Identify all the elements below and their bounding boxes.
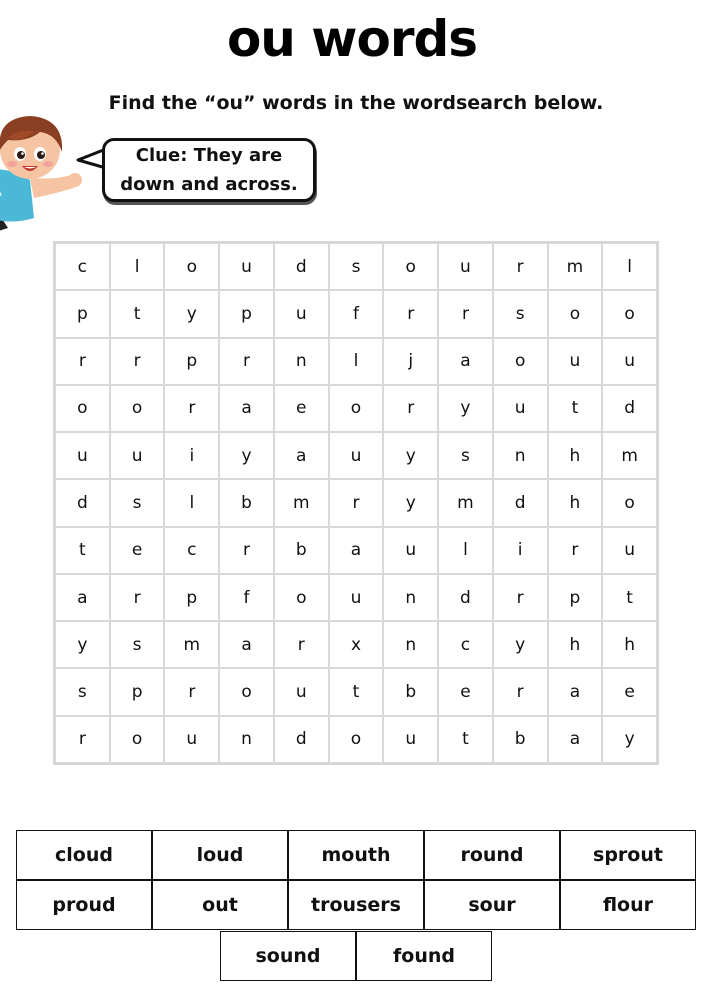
grid-cell[interactable]: t [548, 385, 603, 432]
grid-cell[interactable]: a [274, 432, 329, 479]
grid-cell[interactable]: d [55, 479, 110, 526]
grid-cell[interactable]: y [438, 385, 493, 432]
grid-cell[interactable]: u [383, 716, 438, 763]
grid-cell[interactable]: u [602, 338, 657, 385]
clue-speech-bubble [102, 138, 316, 202]
grid-cell[interactable]: o [274, 574, 329, 621]
word-bank-item: found [356, 931, 492, 981]
grid-cell[interactable]: y [164, 290, 219, 337]
grid-cell[interactable]: e [110, 527, 165, 574]
grid-cell[interactable]: h [548, 479, 603, 526]
grid-cell[interactable]: p [110, 668, 165, 715]
grid-cell[interactable]: l [110, 243, 165, 290]
word-bank-item: out [152, 880, 288, 930]
grid-cell[interactable]: u [274, 668, 329, 715]
grid-cell[interactable]: u [438, 243, 493, 290]
grid-cell[interactable]: t [438, 716, 493, 763]
grid-cell[interactable]: h [548, 621, 603, 668]
grid-cell[interactable]: a [548, 716, 603, 763]
grid-cell[interactable]: u [383, 527, 438, 574]
grid-cell[interactable]: u [602, 527, 657, 574]
grid-cell[interactable]: y [383, 479, 438, 526]
grid-cell[interactable]: o [110, 385, 165, 432]
grid-cell[interactable]: r [110, 574, 165, 621]
grid-cell[interactable]: e [274, 385, 329, 432]
clue-line-2: down and across. [120, 174, 298, 195]
clue-line-1: Clue: They are [135, 145, 283, 166]
grid-cell[interactable]: r [548, 527, 603, 574]
grid-cell[interactable]: d [274, 716, 329, 763]
grid-cell[interactable]: r [110, 338, 165, 385]
grid-cell[interactable]: o [602, 479, 657, 526]
grid-cell[interactable]: r [55, 338, 110, 385]
grid-cell[interactable]: r [164, 668, 219, 715]
grid-cell[interactable]: o [548, 290, 603, 337]
grid-cell[interactable]: j [383, 338, 438, 385]
grid-cell[interactable]: n [219, 716, 274, 763]
grid-cell[interactable]: t [55, 527, 110, 574]
grid-cell[interactable]: o [602, 290, 657, 337]
grid-cell[interactable]: r [164, 385, 219, 432]
grid-cell[interactable]: s [110, 479, 165, 526]
grid-cell[interactable]: a [329, 527, 384, 574]
wordsearch-grid [53, 241, 659, 765]
grid-cell[interactable]: o [110, 716, 165, 763]
grid-cell[interactable]: n [274, 338, 329, 385]
grid-cell[interactable]: s [110, 621, 165, 668]
grid-cell[interactable]: l [438, 527, 493, 574]
word-bank-item: flour [560, 880, 696, 930]
grid-cell[interactable]: m [548, 243, 603, 290]
instructions: Find the “ou” words in the wordsearch below. [108, 92, 604, 114]
grid-cell[interactable]: p [164, 338, 219, 385]
grid-cell[interactable]: a [219, 621, 274, 668]
grid-cell[interactable]: a [548, 668, 603, 715]
grid-cell[interactable]: o [383, 243, 438, 290]
grid-cell[interactable]: n [383, 621, 438, 668]
grid-cell[interactable]: e [602, 668, 657, 715]
grid-cell[interactable]: o [55, 385, 110, 432]
grid-cell[interactable]: y [55, 621, 110, 668]
grid-cell[interactable]: y [383, 432, 438, 479]
grid-cell[interactable]: t [329, 668, 384, 715]
grid-cell[interactable]: r [329, 479, 384, 526]
word-bank-item: sprout [560, 830, 696, 880]
grid-cell[interactable]: o [329, 716, 384, 763]
grid-cell[interactable]: r [219, 338, 274, 385]
grid-cell[interactable]: u [55, 432, 110, 479]
grid-cell[interactable]: c [55, 243, 110, 290]
grid-cell[interactable]: y [219, 432, 274, 479]
grid-cell[interactable]: d [274, 243, 329, 290]
word-bank-item: sound [220, 931, 356, 981]
grid-cell[interactable]: p [219, 290, 274, 337]
grid-cell[interactable]: l [602, 243, 657, 290]
word-bank-item: mouth [288, 830, 424, 880]
grid-cell[interactable]: u [329, 574, 384, 621]
grid-cell[interactable]: f [329, 290, 384, 337]
grid-cell[interactable]: x [329, 621, 384, 668]
grid-cell[interactable]: c [164, 527, 219, 574]
page-title: ou words [226, 10, 478, 68]
grid-cell[interactable]: y [493, 621, 548, 668]
word-bank-item: cloud [16, 830, 152, 880]
grid-cell[interactable]: m [274, 479, 329, 526]
word-bank-item: loud [152, 830, 288, 880]
grid-cell[interactable]: r [274, 621, 329, 668]
grid-cell[interactable]: m [164, 621, 219, 668]
grid-cell[interactable]: u [110, 432, 165, 479]
grid-cell[interactable]: m [602, 432, 657, 479]
grid-cell[interactable]: r [493, 574, 548, 621]
grid-cell[interactable]: r [219, 527, 274, 574]
grid-cell[interactable]: b [219, 479, 274, 526]
grid-cell[interactable]: s [493, 290, 548, 337]
grid-cell[interactable]: a [219, 385, 274, 432]
grid-cell[interactable]: o [493, 338, 548, 385]
grid-cell[interactable]: b [383, 668, 438, 715]
grid-cell[interactable]: s [55, 668, 110, 715]
grid-cell[interactable]: t [110, 290, 165, 337]
grid-cell[interactable]: a [438, 338, 493, 385]
grid-cell[interactable]: r [493, 668, 548, 715]
grid-cell[interactable]: r [383, 290, 438, 337]
grid-cell[interactable]: e [438, 668, 493, 715]
grid-cell[interactable]: u [493, 385, 548, 432]
grid-cell[interactable]: t [602, 574, 657, 621]
grid-cell[interactable]: y [602, 716, 657, 763]
grid-cell[interactable]: o [329, 385, 384, 432]
grid-cell[interactable]: s [329, 243, 384, 290]
grid-cell[interactable]: p [55, 290, 110, 337]
grid-cell[interactable]: u [219, 243, 274, 290]
grid-cell[interactable]: l [164, 479, 219, 526]
word-bank [16, 830, 698, 982]
word-bank-item: sour [424, 880, 560, 930]
grid-cell[interactable]: u [164, 716, 219, 763]
grid-cell[interactable]: n [383, 574, 438, 621]
grid-cell[interactable]: a [55, 574, 110, 621]
word-bank-item: round [424, 830, 560, 880]
grid-cell[interactable]: c [438, 621, 493, 668]
grid-cell[interactable]: i [164, 432, 219, 479]
grid-cell[interactable]: p [164, 574, 219, 621]
grid-cell[interactable]: b [493, 716, 548, 763]
grid-cell[interactable]: h [602, 621, 657, 668]
word-bank-item: trousers [288, 880, 424, 930]
word-bank-item: proud [16, 880, 152, 930]
grid-cell[interactable]: s [438, 432, 493, 479]
grid-cell[interactable]: u [548, 338, 603, 385]
grid-cell[interactable]: u [329, 432, 384, 479]
child-illustration [0, 108, 88, 238]
grid-cell[interactable]: u [274, 290, 329, 337]
grid-cell[interactable]: p [548, 574, 603, 621]
grid-cell[interactable]: r [383, 385, 438, 432]
grid-cell[interactable]: m [438, 479, 493, 526]
grid-cell[interactable]: o [219, 668, 274, 715]
grid-cell[interactable]: i [493, 527, 548, 574]
grid-cell[interactable]: l [329, 338, 384, 385]
grid-cell[interactable]: r [493, 243, 548, 290]
grid-cell[interactable]: d [602, 385, 657, 432]
grid-cell[interactable]: d [438, 574, 493, 621]
grid-cell[interactable]: d [493, 479, 548, 526]
grid-cell[interactable]: r [438, 290, 493, 337]
grid-cell[interactable]: n [493, 432, 548, 479]
grid-cell[interactable]: h [548, 432, 603, 479]
grid-cell[interactable]: o [164, 243, 219, 290]
grid-cell[interactable]: f [219, 574, 274, 621]
grid-cell[interactable]: b [274, 527, 329, 574]
grid-cell[interactable]: r [55, 716, 110, 763]
